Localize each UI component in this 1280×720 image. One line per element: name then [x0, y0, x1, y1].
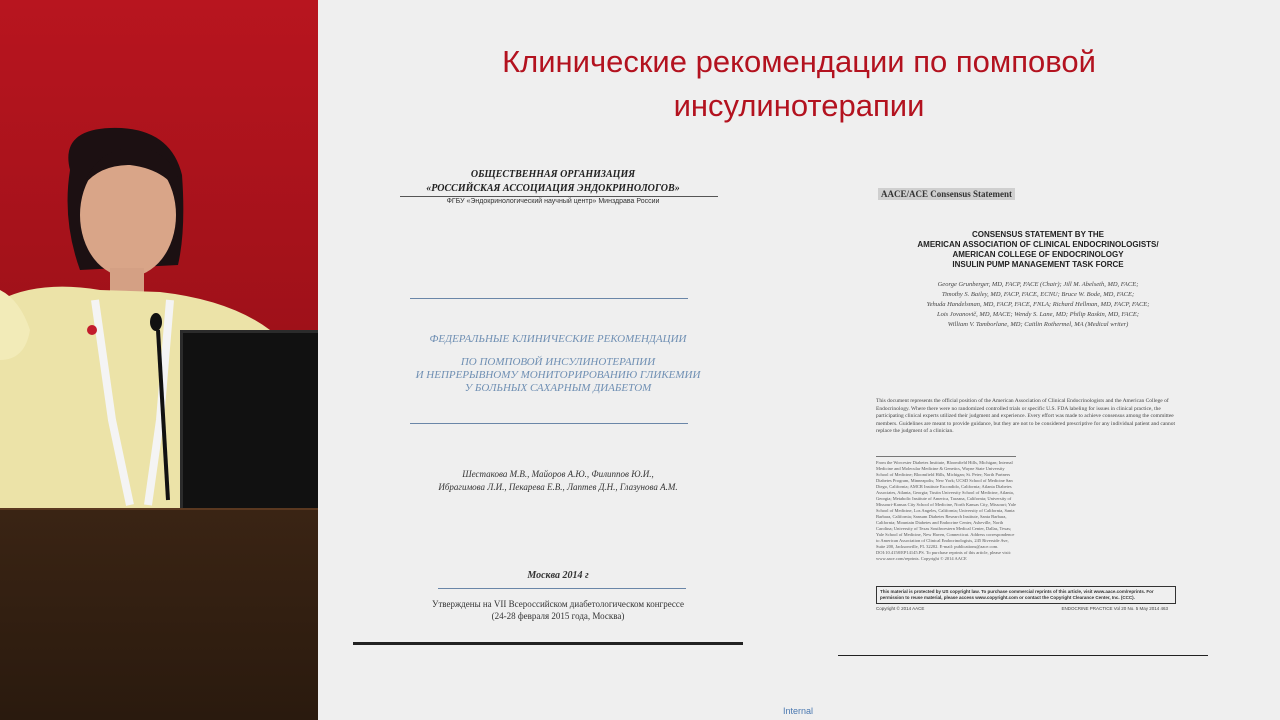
- divider-thick: [838, 655, 1208, 656]
- speaker-video-panel: [0, 0, 318, 720]
- guideline-subtitle-line3: У БОЛЬНЫХ САХАРНЫМ ДИАБЕТОМ: [464, 382, 652, 394]
- organization-subtitle: ФГБУ «Эндокринологический научный центр» Минздрава России: [446, 198, 660, 205]
- slide-title-line1: Клинические рекомендации по помповой: [502, 44, 1096, 79]
- russian-guideline-cover: [348, 160, 788, 660]
- divider: [400, 196, 718, 197]
- consensus-title-line3: AMERICAN COLLEGE OF ENDOCRINOLOGY: [952, 250, 1124, 259]
- copyright: Copyright © 2014 AACE: [876, 606, 925, 611]
- divider: [438, 588, 686, 589]
- footnote-text: From the Worcester Diabetes Institute, Bloomfield Hills, Michigan; Internal Medicine and Molecular Medicine & Genetics, Wayne State University School of Medicine; Bloomfield Hills, Michigan; St. Peter; North Partners Diabetes Program, Minneapolis; New York; UCSD School of Medicine San Diego, California; AMCR Institute Escondido, California; Atlanta Diabetes Associates, Atlanta, Georgia; Tustin University School of Medicine, Atlanta, Georgia; Metabolic Institute of America, Tarzana, California; University of Missouri-Kansas City School of Medicine, North Kansas City, Missouri; Yale School of Medicine, Los Angeles, California; University of California, Santa Barbara, California; Sansum Diabetes Research Institute, Santa Barbara, California; Mountain Diabetes and Endocrine Center, Asheville, North Carolina; University of Texas Southwestern Medical Center, Dallas, Texas; Yale School of Medicine, New Haven, Connecticut. Address correspondence to American Association of Clinical Endocrinologists, 245 Riverside Ave, Suite 200, Jacksonville, FL 32202. E-mail: publications@aace.com. DOI:10.4158/EP14145.PS. To purchase reprints of this article, please visit: www.aace.com/reprints. Copyright © 2014 AACE: [876, 460, 1016, 561]
- organization-name: [403, 168, 703, 196]
- consensus-title-line2: AMERICAN ASSOCIATION OF CLINICAL ENDOCRINOLOGISTS/: [917, 240, 1159, 249]
- consensus-title-line1: CONSENSUS STATEMENT BY THE: [971, 230, 1104, 239]
- divider: [410, 423, 688, 424]
- org-line2: «РОССИЙСКАЯ АССОЦИАЦИЯ ЭНДОКРИНОЛОГОВ»: [426, 183, 680, 194]
- publication-place-year: Москва 2014 г: [527, 570, 589, 581]
- approval-line2: (24-28 февраля 2015 года, Москва): [491, 611, 625, 621]
- podium: [0, 510, 318, 720]
- consensus-title: [878, 230, 1198, 270]
- guideline-subtitle-line1: ПО ПОМПОВОЙ ИНСУЛИНОТЕРАПИИ: [460, 356, 656, 368]
- consensus-authors-line5: William V. Tamborlane, MD; Caitlin Rothermel, MA (Medical writer): [947, 321, 1129, 328]
- consensus-authors-line1: George Grunberger, MD, FACP, FACE (Chair); Jill M. Abelseth, MD, FACE;: [937, 281, 1139, 288]
- abstract-text: This document represents the official position of the American Association of Clinical Endocrinologists and the American College of Endocrinology. Where there were no randomized controlled trials or specific U.S. FDA labeling for issues in clinical practice, the participating clinical experts utilized their judgment and experience. Every effort was made to achieve consensus among the committee members. Guidelines are meant to provide guidance, but they are not to be considered prescriptive for any individual patient and cannot replace the judgment of a clinician.: [876, 398, 1176, 434]
- consensus-authors: [878, 280, 1198, 330]
- document-label: AACE/ACE Consensus Statement: [878, 188, 1015, 200]
- guideline-subtitle: [388, 356, 728, 395]
- consensus-title-line4: INSULIN PUMP MANAGEMENT TASK FORCE: [952, 260, 1124, 269]
- footnote-divider: [876, 456, 1016, 457]
- consensus-authors-line4: Lois Jovanovič, MD, MACE; Wendy S. Lane, MD; Philip Raskin, MD, FACE;: [936, 311, 1139, 318]
- slide-title-line2: инсулинотерапии: [673, 88, 925, 123]
- presentation-slide: [318, 0, 1280, 720]
- guideline-title: ФЕДЕРАЛЬНЫЕ КЛИНИЧЕСКИЕ РЕКОМЕНДАЦИИ: [429, 333, 687, 345]
- author-list: [408, 468, 708, 494]
- consensus-authors-line3: Yehuda Handelsman, MD, FACP, FACE, FNLA; Richard Hellman, MD, FACP, FACE;: [926, 301, 1150, 308]
- authors-line2: Ибрагимова Л.И., Пекарева Е.В., Лаптев Д.Н., Глазунова А.М.: [438, 482, 678, 492]
- consensus-authors-line2: Timothy S. Bailey, MD, FACP, FACE, ECNU; Bruce W. Bode, MD, FACE;: [941, 291, 1135, 298]
- guideline-subtitle-line2: И НЕПРЕРЫВНОМУ МОНИТОРИРОВАНИЮ ГЛИКЕМИИ: [415, 369, 701, 381]
- approval-note: [388, 598, 728, 622]
- copyright-line: [876, 606, 1168, 611]
- approval-line1: Утверждены на VII Всероссийском диабетологическом конгрессе: [431, 599, 685, 609]
- copyright-notice: This material is protected by US copyright law. To purchase commercial reprints of this article, visit www.aace.com/reprints. For permission to reuse material, please access www.copyright.com or contact the Copyright Clearance Center, Inc. (CCC).: [876, 586, 1176, 604]
- org-line1: ОБЩЕСТВЕННАЯ ОРГАНИЗАЦИЯ: [470, 169, 636, 180]
- aace-consensus-statement: [838, 180, 1238, 660]
- slide-title: [318, 40, 1280, 128]
- authors-line1: Шестакова М.В., Майоров А.Ю., Филиппов Ю.И.,: [462, 469, 654, 479]
- divider-thick: [353, 642, 743, 645]
- footer-label: Internal: [783, 706, 814, 716]
- journal-citation: ENDOCRINE PRACTICE Vol 20 No. 5 May 2014 463: [1061, 606, 1168, 611]
- podium-monitor: [180, 330, 318, 516]
- divider: [410, 298, 688, 299]
